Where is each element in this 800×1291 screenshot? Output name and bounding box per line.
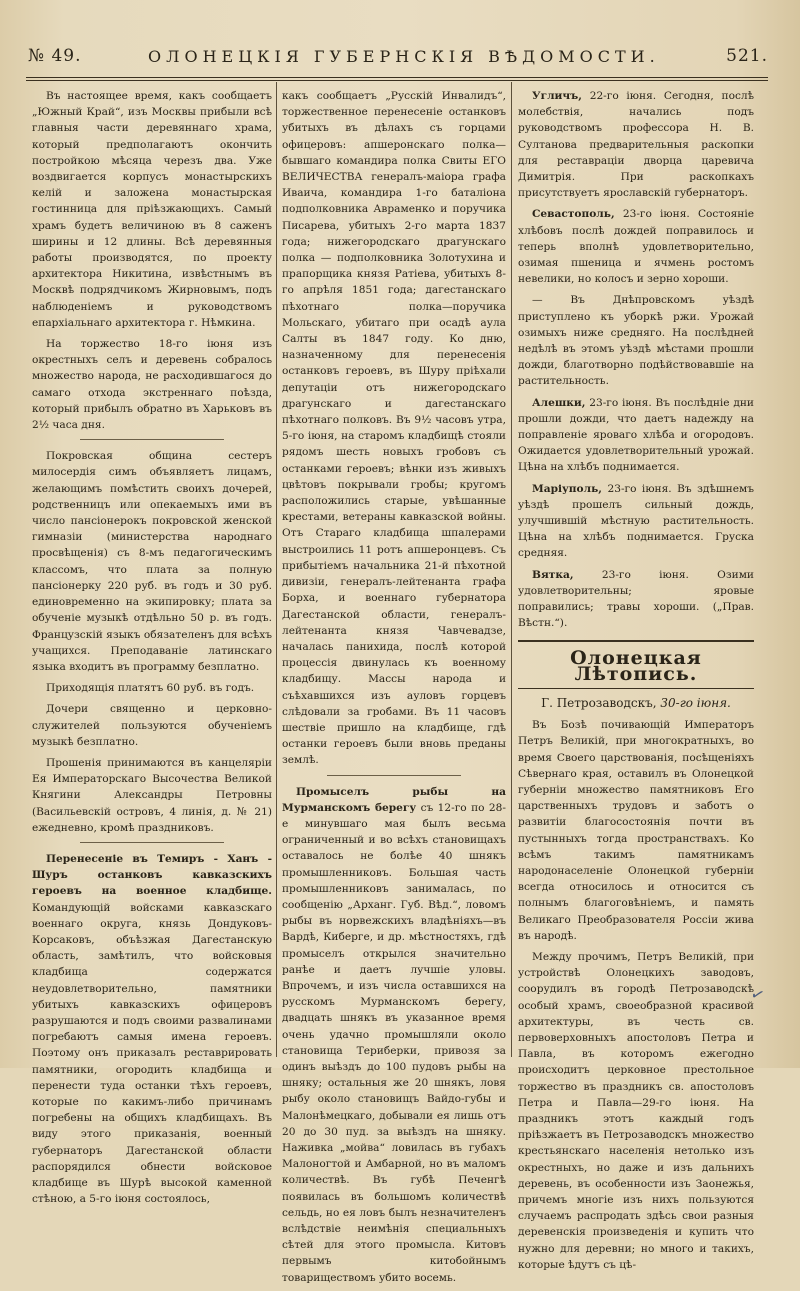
column-divider <box>276 82 277 1057</box>
page-header <box>28 40 768 72</box>
article-paragraph <box>282 784 506 1286</box>
telegram-place: Алешки, <box>532 396 586 409</box>
article-body: съ 12-го по 28-е минувшаго мая былъ весьма ограниченный и во всѣхъ становищахъ оставалось не болѣе 40 шнякъ промышленниковъ. Большая часть промышленниковъ занималась, по сообщенію „Арханг. Губ. Вѣд.“, ловомъ рыбы въ норвежскихъ владѣніяхъ—въ Вардѣ, Киберге, и др. мѣстностяхъ, гдѣ промыселъ открылся значительно ранѣе и даетъ лучшіе уловы. Впрочемъ, и изъ числа оставшихся на русскомъ Мурманскомъ берегу, двадцать шнякъ въ указанное время очень удачно промышляли около становища Териберки, привозя за одинъ выѣздъ до 100 пудовъ рыбы на шняку; остальныя же 20 шнякъ, ловя рыбу около становищъ Вайдо-губы и Малонѣмецкаго, добывали ея лишь отъ 20 до 30 пуд. за выѣздъ на шняку. Наживка „мойва“ ловилась въ губахъ Малоногтой и Амбарной, но въ маломъ количествѣ. Въ губѣ Печенгѣ появилась въ большомъ количествѣ сельдь, но ея ловъ былъ незначителенъ вслѣдствіе неимѣнія специальныхъ сѣтей для этого промысла. Китовъ первымъ китобойнымъ товариществомъ убито восемь. <box>282 801 506 1284</box>
dateline <box>518 695 754 711</box>
article-paragraph: Въ Бозѣ почивающій Императоръ Петръ Великій, при многократныхъ, во время Своего царствованія, посѣщеніяхъ Сѣвернаго края, оставилъ въ Олонецкой губерніи множество памятниковъ Его царственныхъ трудовъ и заботъ о развитіи благосостоянія почти въ пустынныхъ тогда пространствахъ. Ко всѣмъ такимъ памятникамъ народонаселеніе Олонецкой губерніи всегда относилось и относится съ полнымъ благоговѣніемъ, и память Великаго Преобразователя Россіи жива въ народѣ. <box>518 719 754 942</box>
telegram-paragraph <box>518 395 754 476</box>
article-paragraph: Приходящія платятъ 60 руб. въ годъ. <box>46 682 255 695</box>
article-headline: Перенесеніе въ Темиръ - Ханъ - Шуръ останковъ кавказскихъ героевъ на военное кладбище. <box>32 852 272 898</box>
telegram-place: Вятка, <box>532 568 574 581</box>
telegram-body: 23-го іюня. Состояніе хлѣбовъ послѣ дождей поправилось и теперь вполнѣ удовлетворительно, озимая пшеница и ячмень ростомъ невелики, но колосъ и зерно хороши. <box>518 208 754 286</box>
column-2 <box>282 88 506 1291</box>
header-rule-double <box>26 80 768 81</box>
telegram-place: Угличъ, <box>532 90 582 102</box>
section-separator <box>80 842 224 843</box>
article-paragraph: Въ настоящее время, какъ сообщаетъ „Южный Край“, изъ Москвы прибыли всѣ главныя части деревяннаго храма, который предполагаютъ окончить постройкою мѣсяца черезъ два. Уже воздвигается корпусъ монастырскихъ келій и заложена монастырская гостинница для пріѣзжающихъ. Самый храмъ будетъ величиною въ 8 саженъ ширины и 12 длины. Всѣ деревянныя работы производятся, по проекту архитектора Никитина, извѣстнымъ въ Москвѣ подрядчикомъ Жирновымъ, подъ наблюденіемъ и руководствомъ епархіальнаго архитектора г. Нѣмкина. <box>32 90 272 329</box>
column-1 <box>32 88 272 1212</box>
issue-number: № 49. <box>28 46 82 66</box>
telegram-paragraph <box>518 88 754 201</box>
telegram-paragraph <box>518 567 754 632</box>
section-separator <box>327 775 461 776</box>
telegram-place: Севастополь, <box>532 208 615 221</box>
dateline-date: 30-го іюня. <box>656 695 731 710</box>
column-3 <box>518 88 754 1278</box>
telegram-paragraph <box>518 206 754 287</box>
article-paragraph: Покровская община сестеръ милосердія симъ объявляетъ лицамъ, желающимъ помѣстить своихъ дочерей, родственницъ или опекаемыхъ ими въ число пансіонерокъ покровской женской гимназіи (министерства народнаго просвѣщенія) съ 8-мъ педагогическимъ классомъ, что плата за полную пансіонерку 220 руб. въ годъ и 30 руб. единовременно на экипировку; плата за обученіе музыкѣ отдѣльно 50 р. въ годъ. Французскій языкъ обязателенъ для всѣхъ учащихся. Преподаваніе латинскаго языка входитъ въ программу безплатно. <box>32 450 272 673</box>
article-body: Командующій войсками кавказскаго военнаго округа, князь Дондуковъ-Корсаковъ, объѣзжая Дагестанскую область, замѣтилъ, что войсковыя кладбища содержатся неудовлетворительно, памятники убитыхъ кавказскихъ офицеровъ разрушаются и подъ своими развалинами погребаютъ самыя имена героевъ. Поэтому онъ приказалъ реставрировать памятники, огородить кладбища и перенести туда останки тѣхъ героевъ, которые по какимъ-либо причинамъ погребены на общихъ кладбищахъ. Въ виду этого приказанія, военный губернаторъ Дагестанской области распорядился обнести войсковое кладбище въ Шурѣ высокой каменной стѣною, а 5-го іюня состоялось, <box>32 901 272 1206</box>
telegram-place: Маріуполь, <box>532 482 602 495</box>
article-headline: Промыселъ рыбы на Мурманскомъ берегу <box>282 785 506 814</box>
section-separator <box>80 439 224 440</box>
telegram-body: 22-го іюня. Сегодня, послѣ молебствія, начались подъ руководствомъ профессора Н. В. Султанова предварительныя раскопки для реставраціи дворца царевича Димитрія. При раскопкахъ присутствуетъ ярославскій губернаторъ. <box>518 90 754 200</box>
header-rule <box>26 77 768 78</box>
article-paragraph: На торжество 18-го іюня изъ окрестныхъ селъ и деревень собралось множество народа, не расходившагося до самаго отхода экстреннаго поѣзда, который прибылъ обратно въ Харьковъ въ 2½ часа дня. <box>32 338 272 432</box>
telegram-body: 23-го іюня. Въ здѣшнемъ уѣздѣ прошелъ сильный дождь, улучшившій мѣстную растительность. Цѣна на хлѣбъ поднимается. Груска средняя. <box>518 482 754 560</box>
article-paragraph <box>32 851 272 1207</box>
pencil-check-mark-icon: ✓ <box>748 983 768 1006</box>
article-paragraph: Дочери священно и церковно-служителей пользуются обученіемъ музыкѣ безплатно. <box>32 703 272 748</box>
page-number: 521. <box>726 46 768 66</box>
telegram-paragraph <box>518 481 754 562</box>
telegram-paragraph: — Въ Днѣпровскомъ уѣздѣ приступлено къ уборкѣ ржи. Урожай озимыхъ ниже средняго. На послѣдней недѣлѣ въ этомъ уѣздѣ мѣстами прошли дожди, благотворно подѣйствовавшіе на растительность. <box>518 294 754 388</box>
telegram-body: 23-го іюня. Озими удовлетворительны; яровые поправились; травы хороши. („Прав. Вѣстн.“). <box>518 568 754 630</box>
dateline-place: Г. Петрозаводскъ, <box>541 695 657 710</box>
section-title: Олонецкая Лѣтопись. <box>518 640 754 689</box>
article-paragraph: какъ сообщаетъ „Русскій Инвалидъ“, торжественное перенесеніе останковъ убитыхъ въ дѣлахъ съ горцами офицеровъ: апшеронскаго полка—бывшаго командира полка Свиты ЕГО ВЕЛИЧЕСТВА генералъ-маіора графа Иваича, командира 1-го баталіона подполковника Авраменко и поручика Писарева, убитыхъ 2-го марта 1837 года; нижегородскаго драгунскаго полка — подполковника Золотухина и прапорщика князя Ратіева, убитыхъ 8-го апрѣля 1851 года; дагестанскаго пѣхотнаго полка—поручика Мольскаго, убитаго при осадѣ аула Салты въ 1847 году. Ко дню, назначенному для перенесенія останковъ героевъ, въ Шуру пріѣхали депутаціи отъ нижегородскаго драгунскаго и дагестанскаго пѣхотнаго полковъ. Въ 9½ часовъ утра, 5-го іюня, на старомъ кладбищѣ стояли рядомъ шесть новыхъ гробовъ съ останками героевъ; вѣнки изъ живыхъ цвѣтовъ покрывали гробы; кругомъ расположились старые, увѣшанные крестами, ветераны кавказской войны. Отъ Стараго кладбища шпалерами выстроились 11 ротъ апшеронцевъ. Съ прибытіемъ начальника 21-й пѣхотной дивизіи, генералъ-лейтенанта графа Борха, и военнаго губернатора Дагестанской области, генералъ-лейтенанта князя Чавчевадзе, началась панихида, послѣ которой процессія двинулась къ военному кладбищу. Массы народа и съѣхавшихся изъ ауловъ горцевъ слѣдовали за гробами. Въ 11 часовъ шествіе пришло на кладбище, гдѣ останки героевъ были вновь преданы землѣ. <box>282 90 506 767</box>
telegram-body: 23-го іюня. Въ послѣдніе дни прошли дожди, что даетъ надежду на поправленіе яроваго хлѣба и огородовъ. Ожидается удовлетворительный урожай. Цѣна на хлѣбъ поднимается. <box>518 396 754 474</box>
article-paragraph: Прошенія принимаются въ канцеляріи Ея Императорскаго Высочества Великой Княгини Александры Петровны (Васильевскій островъ, 4 линія, д. № 21) ежедневно, кромѣ праздниковъ. <box>32 756 272 834</box>
column-divider <box>511 82 512 1057</box>
article-paragraph: Между прочимъ, Петръ Великій, при устройствѣ Олонецкихъ заводовъ, соорудилъ въ городѣ Петрозаводскѣ особый храмъ, своеобразной красивой архитектуры, въ честь св. первоверховныхъ апостоловъ Петра и Павла, въ которомъ ежегодно происходитъ церковное престольное торжество въ праздникъ св. апостоловъ Петра и Павла—29-го іюня. На праздникъ этотъ каждый годъ пріѣзжаетъ въ Петрозаводскъ множество крестьянскаго населенія нетолько изъ окрестныхъ, но даже и изъ дальнихъ деревень, въ особенности изъ Заонежья, причемъ многіе изъ нихъ пользуются случаемъ распродать здѣсь свои разныя деревенскія произведенія и купить что нужно для деревни; но много и такихъ, которые ѣдутъ съ цѣ- <box>518 950 754 1271</box>
newspaper-title: ОЛОНЕЦКІЯ ГУБЕРНСКІЯ ВѢДОМОСТИ. <box>148 46 660 66</box>
